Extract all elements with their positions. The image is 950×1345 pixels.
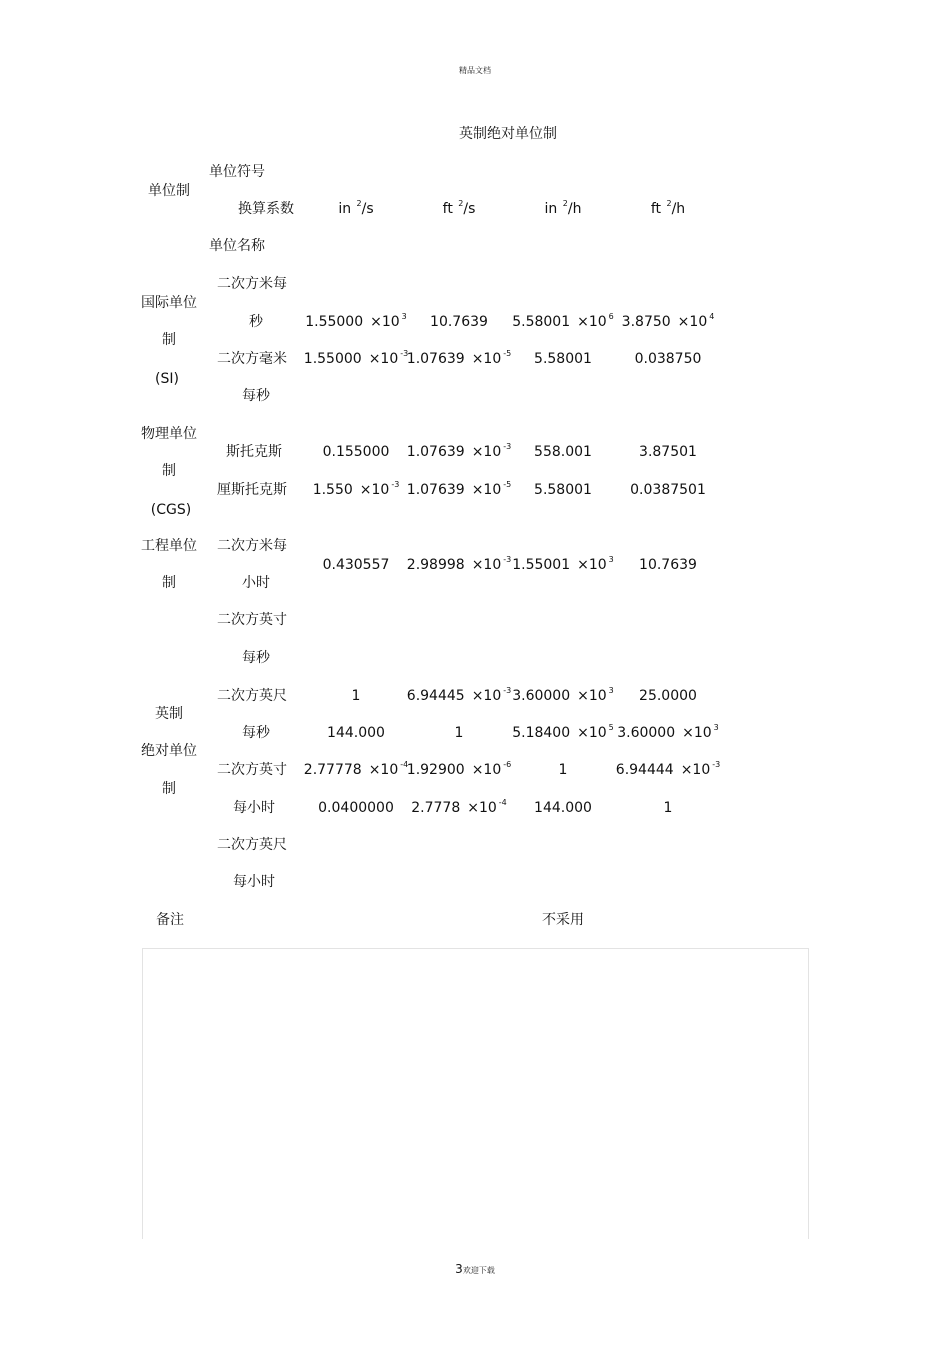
unit-stokes: 斯托克斯 (226, 444, 282, 460)
group-si-line1: 国际单位 (141, 295, 197, 311)
col-header-ft2-s: ft $^2$/s (442, 199, 476, 217)
value-cell: 3.60000 ×10 $^3$ (512, 686, 614, 704)
value-cell: 10.7639 (639, 557, 697, 573)
unit-sqft-per-s-line1: 二次方英尺 (217, 688, 287, 704)
value-cell: 6.94444 ×10 $^{-3}$ (615, 760, 721, 778)
group-brit-line1: 英制 (155, 706, 183, 722)
value-cell: 0.430557 (322, 557, 390, 573)
value-cell: 0.038750 (634, 351, 702, 367)
footer-text: 欢迎下载 (462, 1266, 495, 1275)
value-cell: 1.550 ×10 $^{-3}$ (312, 480, 400, 498)
col-header-in2-h: in $^2$/h (544, 199, 582, 217)
value-cell: 1.92900 ×10 $^{-6}$ (406, 760, 512, 778)
group-eng-line2: 制 (162, 575, 176, 591)
value-cell: 1 (558, 762, 568, 778)
value-cell: 0.0387501 (630, 482, 706, 498)
unit-sqft-per-h-line2: 每小时 (233, 874, 275, 890)
unit-centistokes: 厘斯托克斯 (217, 482, 287, 498)
header-conversion-factor: 换算系数 (238, 201, 294, 217)
value-cell: 5.58001 (534, 482, 592, 498)
value-cell: 5.58001 (534, 351, 592, 367)
unit-sqft-per-h-line1: 二次方英尺 (217, 837, 287, 853)
value-cell: 1.55000 ×10 $^{-3}$ (303, 349, 409, 367)
value-cell: 144.000 (534, 800, 592, 816)
value-cell: 1 (663, 800, 673, 816)
unit-sqmm-per-s-line1: 二次方毫米 (217, 351, 287, 367)
col-header-ft2-h: ft $^2$/h (650, 199, 686, 217)
blank-frame (142, 948, 809, 1239)
value-cell: 1.07639 ×10 $^{-5}$ (406, 480, 512, 498)
group-cgs-line2: 制 (162, 463, 176, 479)
value-cell: 1.07639 ×10 $^{-5}$ (406, 349, 512, 367)
value-cell: 10.7639 (430, 314, 488, 330)
unit-sqin-per-h-line2: 每小时 (233, 800, 275, 816)
value-cell: 6.94445 ×10 $^{-3}$ (406, 686, 512, 704)
value-cell: 1.55001 ×10 $^3$ (512, 555, 614, 573)
value-cell: 3.87501 (639, 444, 697, 460)
value-cell: 144.000 (327, 725, 385, 741)
header-unit-name: 单位名称 (209, 238, 265, 254)
group-si-line3: (SI) (155, 371, 179, 387)
value-cell: 3.60000 ×10 $^3$ (617, 723, 719, 741)
value-cell: 1.07639 ×10 $^{-3}$ (406, 442, 512, 460)
group-cgs-line1: 物理单位 (141, 426, 197, 442)
remark-label: 备注 (156, 912, 184, 928)
group-si-line2: 制 (162, 332, 176, 348)
value-cell: 2.7778 ×10 $^{-4}$ (411, 798, 507, 816)
value-cell: 1.55000 ×10 $^3$ (305, 312, 407, 330)
unit-sqm-per-h-line1: 二次方米每 (217, 538, 287, 554)
value-cell: 5.58001 ×10 $^6$ (512, 312, 614, 330)
unit-sqin-per-s-line1: 二次方英寸 (217, 612, 287, 628)
unit-sqft-per-s-line2: 每秒 (242, 725, 270, 741)
unit-sqm-per-s-line2: 秒 (249, 314, 263, 330)
col-header-in2-s: in $^2$/s (338, 199, 374, 217)
value-cell: 0.0400000 (318, 800, 394, 816)
value-cell: 3.8750 ×10 $^4$ (621, 312, 715, 330)
value-cell: 558.001 (534, 444, 592, 460)
unit-sqm-per-s-line1: 二次方米每 (217, 276, 287, 292)
unit-sqm-per-h-line2: 小时 (242, 575, 270, 591)
group-cgs-line3: (CGS) (150, 502, 192, 518)
value-cell: 0.155000 (322, 444, 390, 460)
value-cell: 2.98998 ×10 $^{-3}$ (406, 555, 512, 573)
value-cell: 25.0000 (639, 688, 697, 704)
table-title: 英制绝对单位制 (459, 126, 557, 142)
value-cell: 1 (351, 688, 361, 704)
unit-sqin-per-h-line1: 二次方英寸 (217, 762, 287, 778)
page-number: 3 (455, 1262, 463, 1276)
unit-sqmm-per-s-line2: 每秒 (242, 388, 270, 404)
unit-sqin-per-s-line2: 每秒 (242, 650, 270, 666)
page-footer (455, 1260, 495, 1276)
page-header: 精品文档 (459, 66, 491, 75)
group-brit-line2: 绝对单位 (141, 743, 197, 759)
group-eng-line1: 工程单位 (141, 538, 197, 554)
remark-value: 不采用 (542, 912, 584, 928)
value-cell: 5.18400 ×10 $^5$ (512, 723, 614, 741)
header-system: 单位制 (148, 183, 190, 199)
header-unit-symbol: 单位符号 (209, 164, 265, 180)
value-cell: 1 (454, 725, 464, 741)
group-brit-line3: 制 (162, 781, 176, 797)
value-cell: 2.77778 ×10 $^{-4}$ (303, 760, 409, 778)
